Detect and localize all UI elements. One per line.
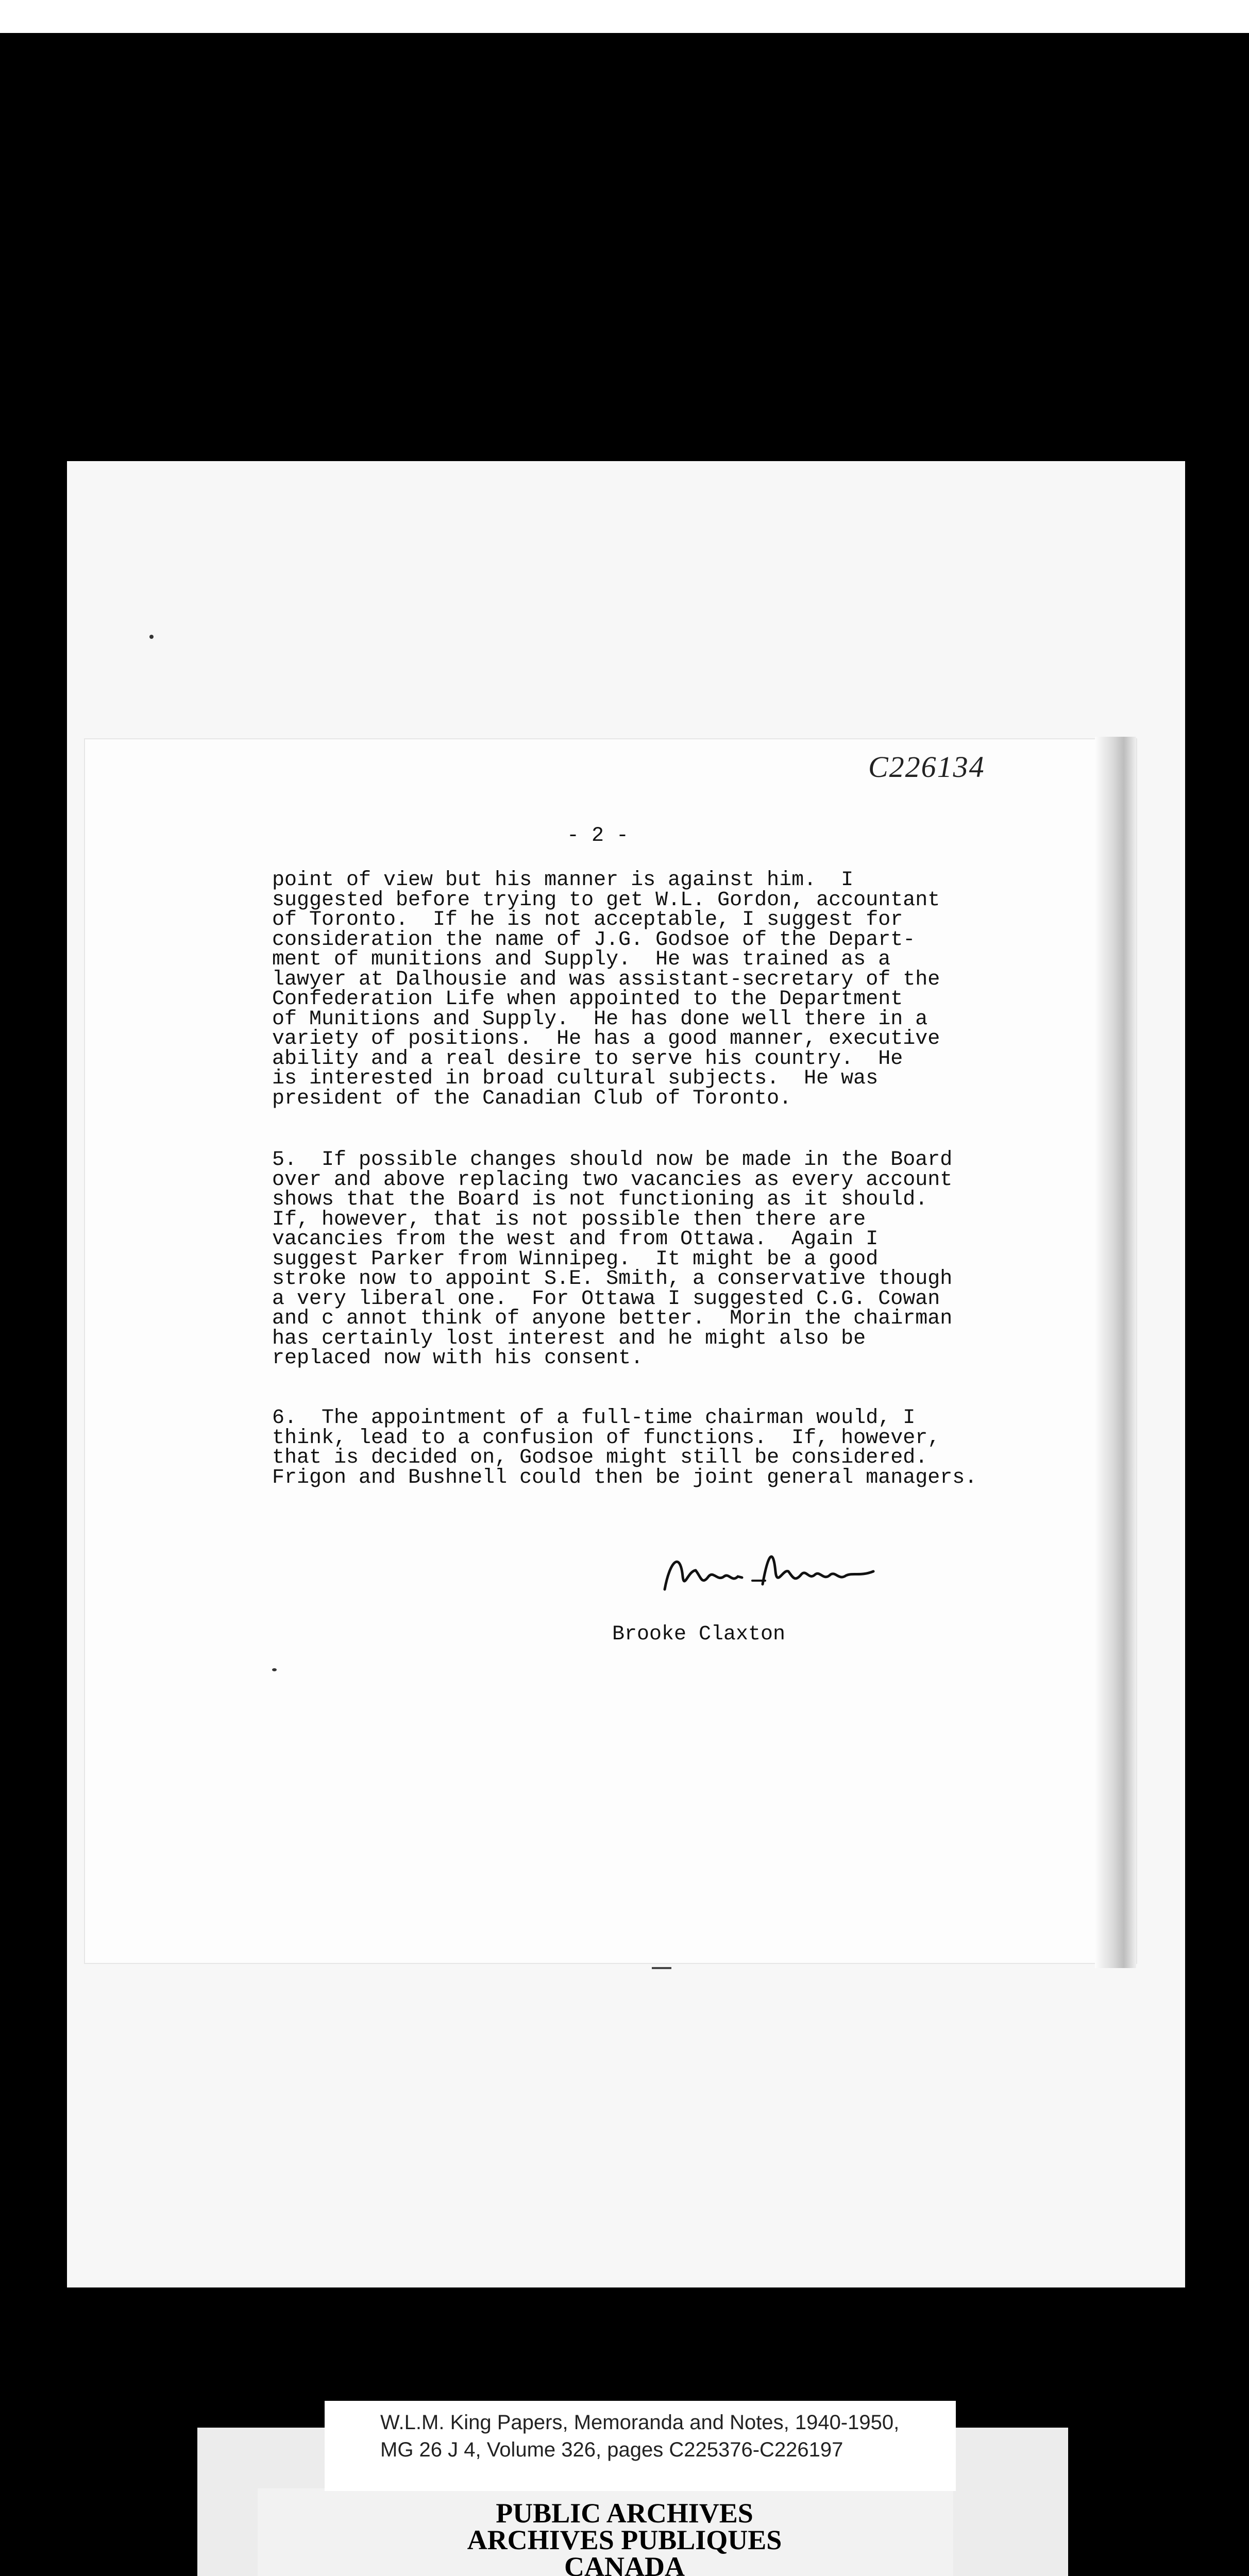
handwritten-signature <box>660 1540 881 1602</box>
archive-stamp-line-1: PUBLIC ARCHIVES <box>496 2498 753 2529</box>
archive-document-number: C226134 <box>868 750 985 784</box>
scan-speck <box>149 635 154 639</box>
paragraph-6: 6. The appointment of a full-time chairman would, I think, lead to a confusion of functions. If, however, that is decided on, Godsoe might still be considered. Frigon and Bushnell could then be joint general managers. <box>272 1406 977 1489</box>
top-margin-strip <box>0 0 1249 33</box>
archive-reference-line-1: W.L.M. King Papers, Memoranda and Notes, 1940-1950, <box>380 2411 900 2434</box>
paragraph-5: 5. If possible changes should now be made in the Board over and above replacing two vacancies as every account shows that the Board is not functioning as it should. If, however, that is not possible then there are vacancies from the west and from Ottawa. Again I suggest Parker from Winnipeg. It might be a good stroke now to appoint S.E. Smith, a conservative though a very liberal one. For Ottawa I suggested C.G. Cowan and c annot think of anyone better. Morin the chairman has certainly lost interest and he might also be replaced now with his consent. <box>272 1148 953 1370</box>
paragraph-continuation: point of view but his manner is against him. I suggested before trying to get W.L. Gordon, accountant of Toronto. If he is not acceptable, I suggest for consideration the name of J.G. Godsoe of the Depart- ment of munitions and Supply. He was trained as a lawyer at Dalhousie and was assistant-secretary of the Confederation Life when appointed to the Department of Munitions and Supply. He has done well there in a variety of positions. He has a good manner, executive ability and a real desire to serve his country. He is interested in broad cultural subjects. He was president of the Canadian Club of Toronto. <box>272 869 940 1110</box>
archive-reference-line-2: MG 26 J 4, Volume 326, pages C225376-C226197 <box>380 2438 843 2461</box>
page-number: - 2 - <box>567 824 629 848</box>
scan-mark <box>652 1967 671 1969</box>
archive-stamp-line-2: ARCHIVES PUBLIQUES <box>467 2524 782 2555</box>
scan-speck <box>272 1668 277 1671</box>
page-edge-shadow <box>1095 737 1136 1968</box>
signatory-name: Brooke Claxton <box>612 1623 786 1646</box>
archive-stamp-line-3: CANADA <box>564 2551 685 2576</box>
